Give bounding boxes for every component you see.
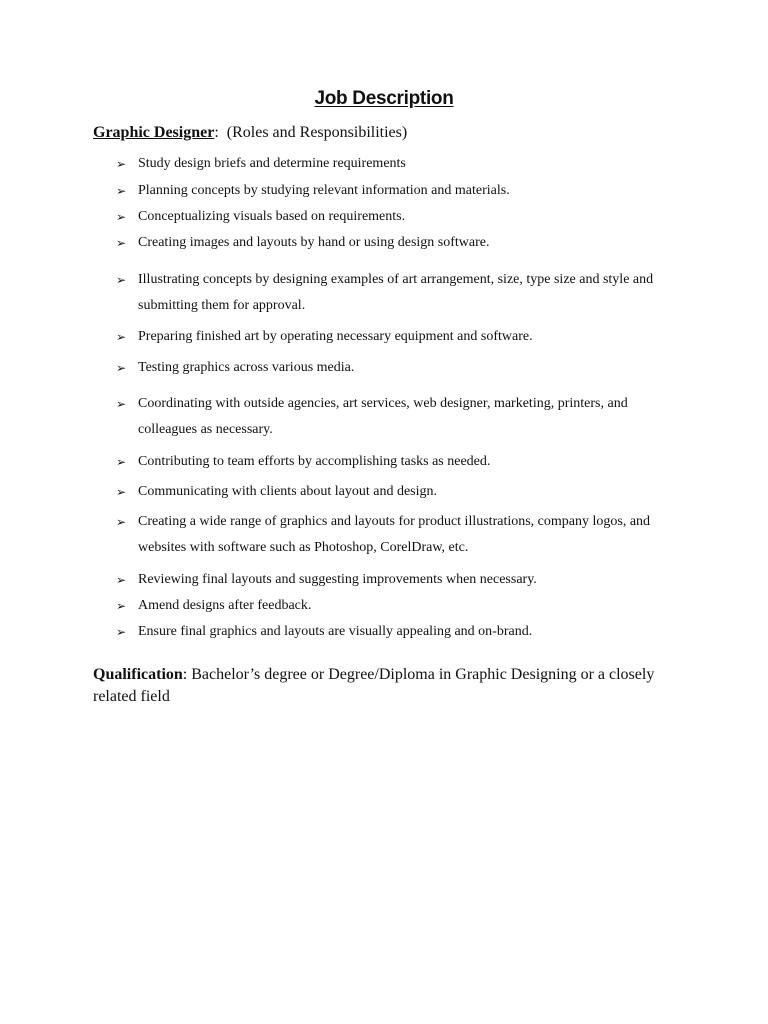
responsibility-item [116, 593, 676, 619]
role-note: (Roles and Responsibilities) [226, 124, 408, 141]
responsibility-item [116, 151, 676, 177]
responsibility-text: Reviewing final layouts and suggesting improvements when necessary. [138, 572, 537, 587]
responsibility-item [116, 267, 676, 319]
responsibility-text: Testing graphics across various media. [138, 360, 355, 375]
arrow-bullet-icon: ➢ [116, 273, 127, 287]
arrow-bullet-icon: ➢ [116, 184, 127, 198]
responsibility-item [116, 449, 676, 475]
arrow-bullet-icon: ➢ [116, 210, 127, 224]
arrow-bullet-icon: ➢ [116, 330, 127, 344]
responsibility-item [116, 178, 676, 204]
qualification-label: Qualification [93, 666, 183, 683]
responsibility-text: Ensure final graphics and layouts are visually appealing and on-brand. [138, 624, 533, 639]
responsibility-text: Communicating with clients about layout and design. [138, 484, 438, 499]
qualification-text: : Bachelor’s degree or Degree/Diploma in Graphic Designing or a closely related field [93, 666, 655, 705]
role-colon: : [214, 124, 219, 141]
responsibility-text: Contributing to team efforts by accomplishing tasks as needed. [138, 454, 491, 469]
responsibility-text: Coordinating with outside agencies, art services, web designer, marketing, printers, and colleagues as necessary. [138, 396, 628, 437]
responsibility-item [116, 619, 676, 645]
responsibility-item [116, 391, 676, 443]
responsibility-item [116, 204, 676, 230]
qualification-paragraph [93, 664, 683, 708]
responsibility-text: Amend designs after feedback. [138, 598, 312, 613]
arrow-bullet-icon: ➢ [116, 515, 127, 529]
role-heading [93, 124, 407, 142]
arrow-bullet-icon: ➢ [116, 573, 127, 587]
responsibility-text: Study design briefs and determine requirements [138, 156, 406, 171]
responsibility-item [116, 230, 676, 256]
responsibility-item [116, 324, 676, 350]
arrow-bullet-icon: ➢ [116, 361, 127, 375]
role-title: Graphic Designer [93, 124, 215, 141]
responsibility-text: Planning concepts by studying relevant information and materials. [138, 183, 510, 198]
arrow-bullet-icon: ➢ [116, 397, 127, 411]
responsibility-text: Preparing finished art by operating necessary equipment and software. [138, 329, 533, 344]
arrow-bullet-icon: ➢ [116, 157, 127, 171]
responsibility-item [116, 479, 676, 505]
responsibility-text: Illustrating concepts by designing examples of art arrangement, size, type size and style and submitting them for approval. [138, 272, 654, 313]
arrow-bullet-icon: ➢ [116, 599, 127, 613]
responsibility-item [116, 355, 676, 381]
document-title: Job Description [314, 88, 454, 109]
arrow-bullet-icon: ➢ [116, 236, 127, 250]
responsibility-text: Creating a wide range of graphics and layouts for product illustrations, company logos, and websites with software such as Photoshop, CorelDraw, etc. [138, 514, 651, 555]
arrow-bullet-icon: ➢ [116, 625, 127, 639]
responsibility-item [116, 509, 676, 561]
responsibility-text: Creating images and layouts by hand or using design software. [138, 235, 490, 250]
responsibility-item [116, 567, 676, 593]
arrow-bullet-icon: ➢ [116, 485, 127, 499]
arrow-bullet-icon: ➢ [116, 455, 127, 469]
responsibility-text: Conceptualizing visuals based on requirements. [138, 209, 406, 224]
